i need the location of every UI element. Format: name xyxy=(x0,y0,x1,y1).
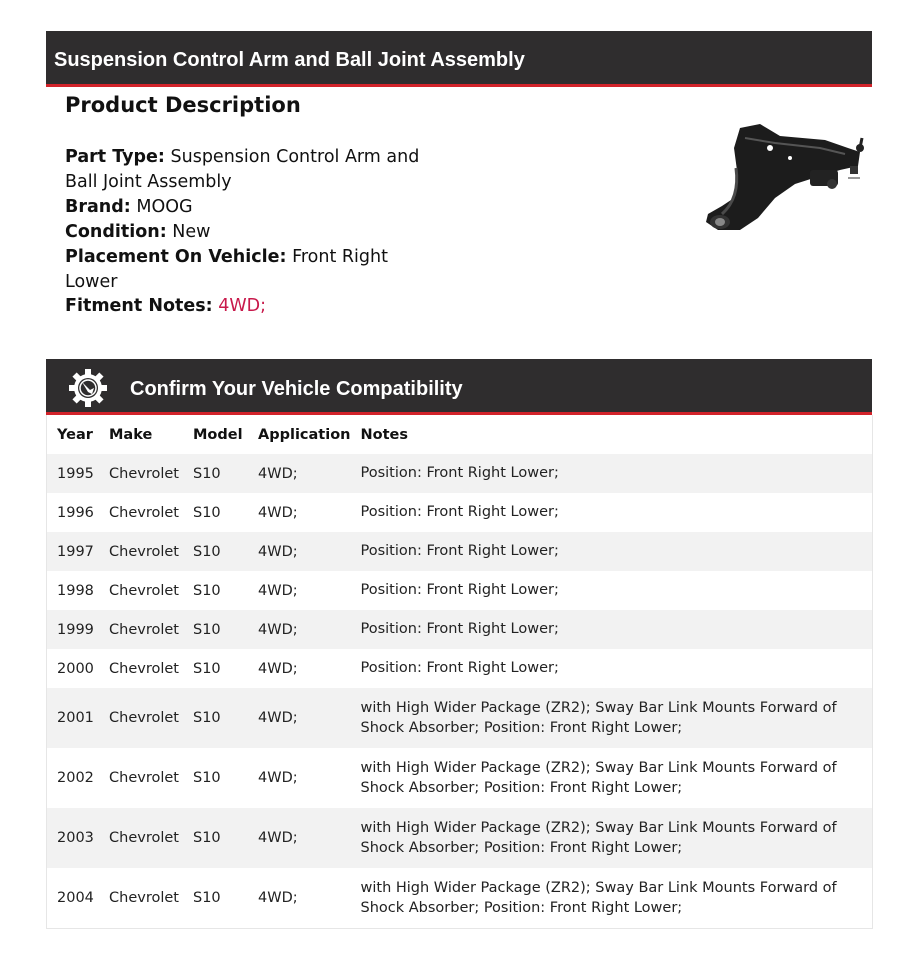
field-label: Part Type: xyxy=(65,147,165,167)
field-part-type xyxy=(65,145,445,195)
col-application: Application xyxy=(258,426,351,443)
cell-make: Chevrolet xyxy=(109,830,179,846)
compatibility-title: Confirm Your Vehicle Compatibility xyxy=(130,378,463,400)
table-row xyxy=(47,454,873,493)
cell-model: S10 xyxy=(193,830,221,846)
col-notes: Notes xyxy=(360,426,408,443)
cell-make: Chevrolet xyxy=(109,504,179,521)
cell-application: 4WD; xyxy=(258,582,298,599)
cell-make: Chevrolet xyxy=(109,710,179,726)
cell-make: Chevrolet xyxy=(109,770,179,786)
product-description xyxy=(65,145,445,295)
table-row xyxy=(47,868,873,929)
cell-model: S10 xyxy=(193,582,221,599)
table-row xyxy=(47,808,873,868)
cell-model: S10 xyxy=(193,465,221,482)
control-arm-product-image xyxy=(700,118,870,238)
table-row xyxy=(47,571,873,610)
cell-model: S10 xyxy=(193,770,221,786)
cell-notes: with High Wider Package (ZR2); Sway Bar Link Mounts Forward of Shock Absorber; Position: Front Right Lower; xyxy=(360,759,837,796)
cell-application: 4WD; xyxy=(258,621,298,638)
cell-make: Chevrolet xyxy=(109,465,179,482)
field-value: MOOG xyxy=(136,197,193,217)
cell-year: 1995 xyxy=(57,465,94,482)
field-label: Condition: xyxy=(65,222,167,242)
cell-application: 4WD; xyxy=(258,770,298,786)
cell-application: 4WD; xyxy=(258,710,298,726)
table-row xyxy=(47,532,873,571)
cell-notes: with High Wider Package (ZR2); Sway Bar Link Mounts Forward of Shock Absorber; Position: Front Right Lower; xyxy=(360,819,837,856)
compatibility-table xyxy=(46,415,873,929)
cell-application: 4WD; xyxy=(258,504,298,521)
cell-model: S10 xyxy=(193,621,221,638)
product-title: Suspension Control Arm and Ball Joint Assembly xyxy=(54,49,525,71)
table-header-row xyxy=(47,415,873,454)
field-label: Brand: xyxy=(65,197,131,217)
fitment-value: 4WD; xyxy=(218,296,267,316)
cell-year: 2003 xyxy=(57,830,94,846)
cell-notes: Position: Front Right Lower; xyxy=(360,582,559,599)
cell-model: S10 xyxy=(193,890,221,906)
col-year: Year xyxy=(57,426,93,443)
col-make: Make xyxy=(109,426,153,443)
field-value: Front Right Lower xyxy=(65,247,388,292)
cell-make: Chevrolet xyxy=(109,621,179,638)
table-row xyxy=(47,649,873,688)
cell-year: 1998 xyxy=(57,582,94,599)
field-value: New xyxy=(172,222,211,242)
field-value: Suspension Control Arm and Ball Joint Assembly xyxy=(65,147,420,192)
cell-notes: Position: Front Right Lower; xyxy=(360,660,559,677)
compatibility-banner xyxy=(46,359,872,415)
col-model: Model xyxy=(193,426,243,443)
field-placement xyxy=(65,245,445,295)
field-label: Placement On Vehicle: xyxy=(65,247,287,267)
cell-make: Chevrolet xyxy=(109,582,179,599)
field-brand xyxy=(65,195,445,220)
cell-application: 4WD; xyxy=(258,830,298,846)
cell-year: 2002 xyxy=(57,770,94,786)
cell-year: 1997 xyxy=(57,543,94,560)
cell-model: S10 xyxy=(193,504,221,521)
cell-notes: Position: Front Right Lower; xyxy=(360,504,559,521)
table-row xyxy=(47,748,873,808)
cell-application: 4WD; xyxy=(258,660,298,677)
cell-year: 1996 xyxy=(57,504,94,521)
product-title-banner xyxy=(46,31,872,87)
cell-make: Chevrolet xyxy=(109,890,179,906)
cell-make: Chevrolet xyxy=(109,660,179,677)
product-description-heading: Product Description xyxy=(65,93,301,117)
cell-application: 4WD; xyxy=(258,890,298,906)
gear-icon xyxy=(68,368,108,408)
field-condition xyxy=(65,220,445,245)
cell-notes: with High Wider Package (ZR2); Sway Bar Link Mounts Forward of Shock Absorber; Position: Front Right Lower; xyxy=(360,699,837,736)
fitment-label: Fitment Notes: xyxy=(65,296,213,316)
cell-year: 2000 xyxy=(57,660,94,677)
cell-notes: Position: Front Right Lower; xyxy=(360,465,559,482)
cell-application: 4WD; xyxy=(258,543,298,560)
cell-notes: with High Wider Package (ZR2); Sway Bar Link Mounts Forward of Shock Absorber; Position: Front Right Lower; xyxy=(360,879,837,916)
table-row xyxy=(47,688,873,748)
cell-year: 1999 xyxy=(57,621,94,638)
cell-year: 2001 xyxy=(57,710,94,726)
cell-make: Chevrolet xyxy=(109,543,179,560)
table-row xyxy=(47,610,873,649)
cell-notes: Position: Front Right Lower; xyxy=(360,543,559,560)
cell-model: S10 xyxy=(193,543,221,560)
cell-model: S10 xyxy=(193,660,221,677)
cell-notes: Position: Front Right Lower; xyxy=(360,621,559,638)
cell-model: S10 xyxy=(193,710,221,726)
cell-year: 2004 xyxy=(57,890,94,906)
fitment-notes xyxy=(65,296,266,316)
cell-application: 4WD; xyxy=(258,465,298,482)
table-row xyxy=(47,493,873,532)
